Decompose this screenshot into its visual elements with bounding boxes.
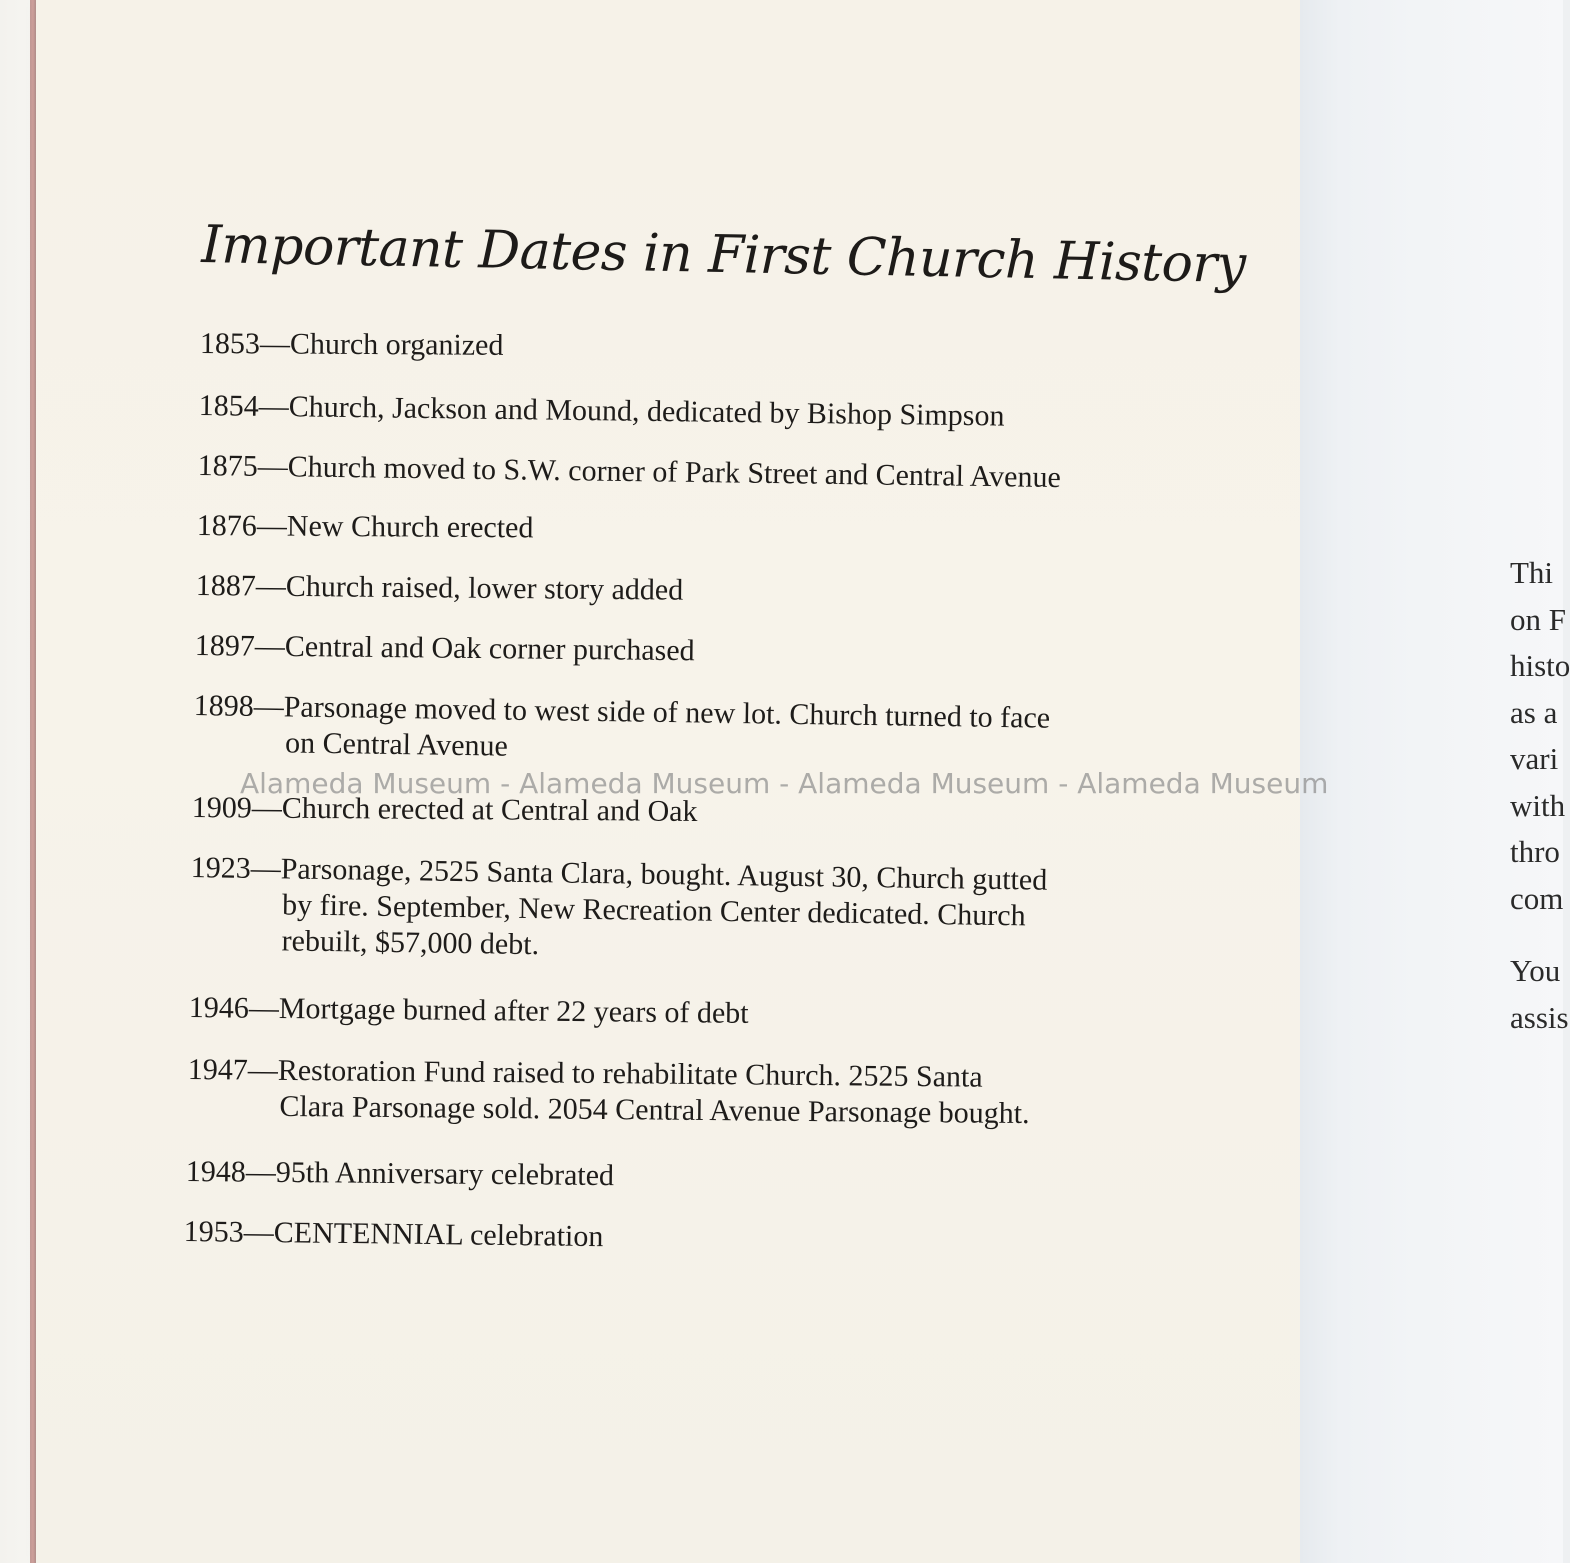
entry-first-line — [196, 568, 684, 609]
timeline-entry — [189, 990, 749, 1032]
timeline-entry — [187, 1052, 1030, 1132]
facing-page-line: as a — [1510, 694, 1558, 730]
entry-first-line — [195, 628, 695, 669]
entry-year: 1853 — [199, 326, 260, 361]
entry-year: 1909 — [191, 790, 252, 825]
entry-year: 1946 — [188, 990, 249, 1025]
entry-description: Parsonage, 2525 Santa Clara, bought. August 30, Church gutted — [280, 852, 1048, 897]
facing-page-line: com — [1510, 880, 1564, 916]
em-dash: — — [253, 689, 284, 724]
entry-description: Church raised, lower story added — [285, 569, 684, 607]
em-dash: — — [254, 629, 285, 663]
entry-continuation-line: Clara Parsonage sold. 2054 Central Avenue Parsonage bought. — [279, 1089, 1030, 1131]
facing-page-line: with — [1510, 787, 1566, 823]
entry-description: Church erected at Central and Oak — [281, 791, 698, 828]
entry-year: 1898 — [193, 688, 254, 723]
entry-description: New Church erected — [286, 509, 534, 545]
entry-year: 1897 — [194, 628, 255, 663]
em-dash: — — [251, 791, 282, 825]
entry-description: 95th Anniversary celebrated — [275, 1155, 615, 1193]
entry-year: 1948 — [185, 1155, 246, 1189]
timeline-entry — [196, 568, 684, 609]
em-dash: — — [257, 449, 288, 484]
entry-first-line — [184, 1214, 604, 1255]
em-dash: — — [247, 1053, 278, 1087]
entry-year: 1875 — [197, 448, 258, 483]
timeline-entry — [186, 1154, 615, 1194]
facing-page-line: vari — [1510, 741, 1559, 776]
entry-description: Church, Jackson and Mound, dedicated by Bishop Simpson — [288, 390, 1005, 433]
entry-description: Church organized — [289, 327, 504, 362]
facing-page-line: on F — [1510, 601, 1566, 637]
facing-page-line: assis — [1510, 999, 1569, 1035]
timeline-entry — [197, 448, 1061, 496]
facing-page-line: thro — [1510, 834, 1560, 869]
entry-year: 1947 — [187, 1053, 248, 1087]
entry-description: Mortgage burned after 22 years of debt — [278, 991, 749, 1030]
timeline-entry — [189, 850, 1047, 971]
entry-first-line — [186, 1154, 615, 1194]
watermark: Alameda Museum - Alameda Museum - Alameda Museum - Alameda Museum — [240, 767, 1329, 800]
entry-first-line — [200, 326, 504, 364]
facing-page-text — [1510, 550, 1570, 1041]
timeline-entry — [195, 628, 695, 669]
timeline-entry — [200, 326, 504, 364]
timeline-entry — [197, 508, 534, 546]
entry-year: 1854 — [198, 388, 259, 423]
em-dash: — — [248, 991, 279, 1025]
entry-year: 1887 — [195, 568, 256, 603]
facing-page-line: You — [1510, 953, 1561, 988]
page-title: Important Dates in First Church History — [200, 215, 1247, 296]
entry-description: Restoration Fund raised to rehabilitate Church. 2525 Santa — [277, 1053, 983, 1094]
entry-first-line — [197, 508, 534, 546]
em-dash: — — [258, 389, 289, 424]
entry-year: 1953 — [183, 1214, 244, 1249]
entry-description: CENTENNIAL celebration — [273, 1216, 604, 1254]
entry-first-line — [189, 990, 749, 1032]
em-dash: — — [245, 1155, 276, 1189]
entry-year: 1923 — [190, 850, 251, 885]
em-dash: — — [259, 327, 290, 361]
timeline-entry — [184, 1214, 604, 1255]
em-dash: — — [243, 1215, 274, 1250]
entry-first-line — [199, 388, 1005, 435]
entry-description: Parsonage moved to west side of new lot. Church turned to face — [283, 690, 1051, 735]
entry-year: 1876 — [196, 508, 257, 543]
entry-continuation-line: on Central Avenue — [284, 726, 509, 763]
em-dash: — — [255, 569, 286, 603]
facing-page-line: histo — [1510, 648, 1570, 683]
entry-description: Central and Oak corner purchased — [284, 629, 695, 668]
entry-continuation-line: rebuilt, $57,000 debt. — [281, 924, 540, 962]
entry-continuation-line: by fire. September, New Recreation Center dedicated. Church — [281, 888, 1026, 933]
facing-page-line: Thi — [1510, 555, 1554, 590]
em-dash: — — [250, 851, 281, 886]
timeline-entry — [193, 688, 1050, 773]
entry-first-line — [197, 448, 1061, 496]
paragraph-gap — [1510, 922, 1570, 948]
entry-description: Church moved to S.W. corner of Park Street and Central Avenue — [287, 450, 1062, 495]
em-dash: — — [256, 509, 287, 543]
timeline-entry — [199, 388, 1005, 435]
